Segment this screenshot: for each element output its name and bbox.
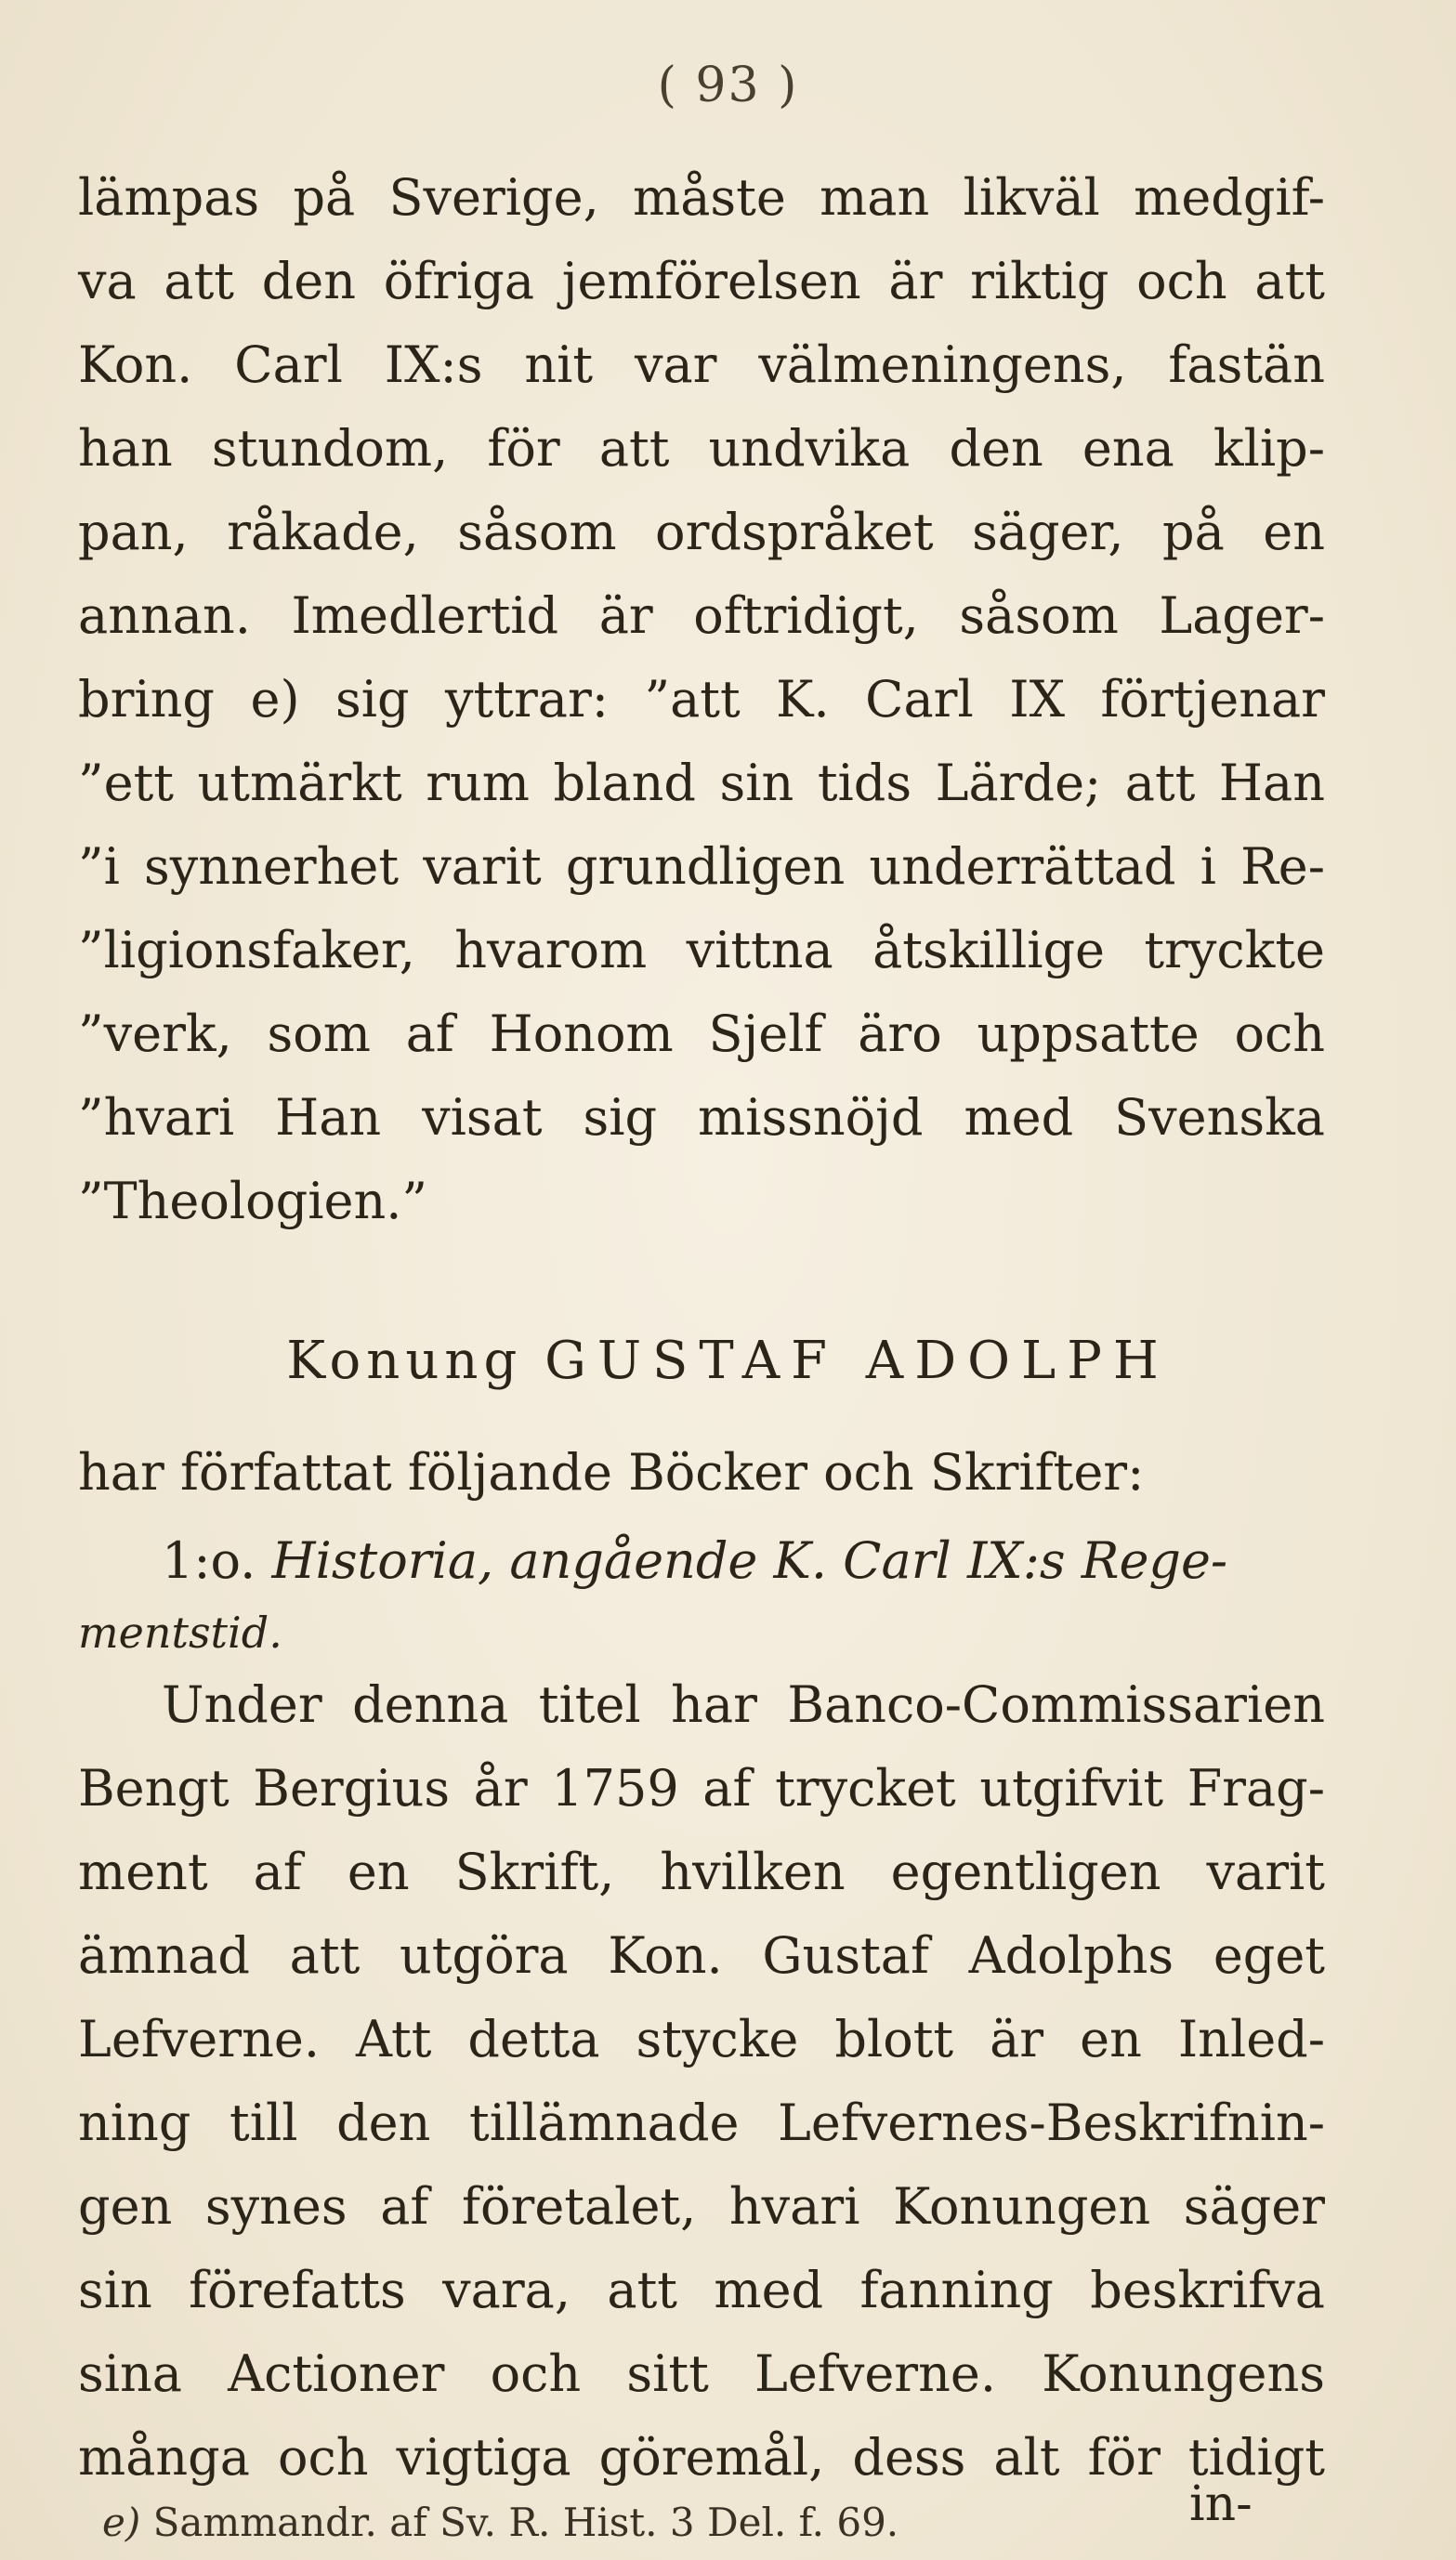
text-line: ”Theologien.” (78, 1172, 427, 1230)
page-number: ( 93 ) (657, 58, 799, 113)
text-line: ”ligionsfaker, hvarom vittna åtskillige tryckte (78, 921, 1325, 979)
heading-prefix: Konung (286, 1331, 523, 1391)
text-line: ”hvari Han visat sig missnöjd med Svenska (78, 1088, 1325, 1147)
text-line: va att den öfriga jemförelsen är riktig och att (78, 252, 1325, 310)
text-line: ”ett utmärkt rum bland sin tids Lärde; att Han (78, 754, 1325, 812)
catchword: in- (1189, 2476, 1253, 2532)
subheading: har författat följande Böcker och Skrifter: (78, 1443, 1145, 1502)
text-line: bring e) sig yttrar: ”att K. Carl IX förtjenar (78, 670, 1325, 729)
text-line: annan. Imedlertid är oftridigt, såsom Lager- (78, 586, 1325, 645)
footnote-mark: e) (102, 2500, 141, 2545)
text-line: ämnad att utgöra Kon. Gustaf Adolphs eget (78, 1926, 1325, 1985)
text-line: ning till den tillämnade Lefvernes-Beskrifnin- (78, 2094, 1325, 2152)
text-line: Under denna titel har Banco-Commissarien (162, 1675, 1325, 1734)
item-number: 1:o. (162, 1531, 256, 1590)
item-title-text: Historia, angående K. Carl IX:s Rege- (271, 1531, 1228, 1590)
footnote (102, 2490, 899, 2555)
text-line: pan, råkade, såsom ordspråket säger, på en (78, 503, 1325, 561)
text-line: många och vigtiga göremål, dess alt för tidigt (78, 2428, 1325, 2487)
heading-name: GUSTAF ADOLPH (544, 1331, 1170, 1391)
text-line: ”i synnerhet varit grundligen underrättad i Re- (78, 837, 1325, 896)
text-line: ”verk, som af Honom Sjelf äro uppsatte och (78, 1004, 1325, 1063)
text-line: Bengt Bergius år 1759 af trycket utgifvit Frag- (78, 1759, 1325, 1818)
text-line: lämpas på Sverige, måste man likväl medgif- (78, 168, 1325, 227)
item-title-continuation: mentstid. (78, 1608, 282, 1658)
text-line: han stundom, för att undvika den ena klip- (78, 419, 1325, 478)
text-line: sin förefatts vara, att med fanning beskrifva (78, 2261, 1325, 2319)
footnote-text: Sammandr. af Sv. R. Hist. 3 Del. f. 69. (152, 2500, 899, 2545)
text-line: gen synes af företalet, hvari Konungen säger (78, 2177, 1325, 2236)
section-heading (0, 1319, 1456, 1403)
text-line: Kon. Carl IX:s nit var välmeningens, fastän (78, 335, 1325, 394)
text-line: sina Actioner och sitt Lefverne. Konungens (78, 2344, 1325, 2403)
text-line: ment af en Skrift, hvilken egentligen varit (78, 1843, 1325, 1901)
text-line: Lefverne. Att detta stycke blott är en Inled- (78, 2010, 1325, 2068)
